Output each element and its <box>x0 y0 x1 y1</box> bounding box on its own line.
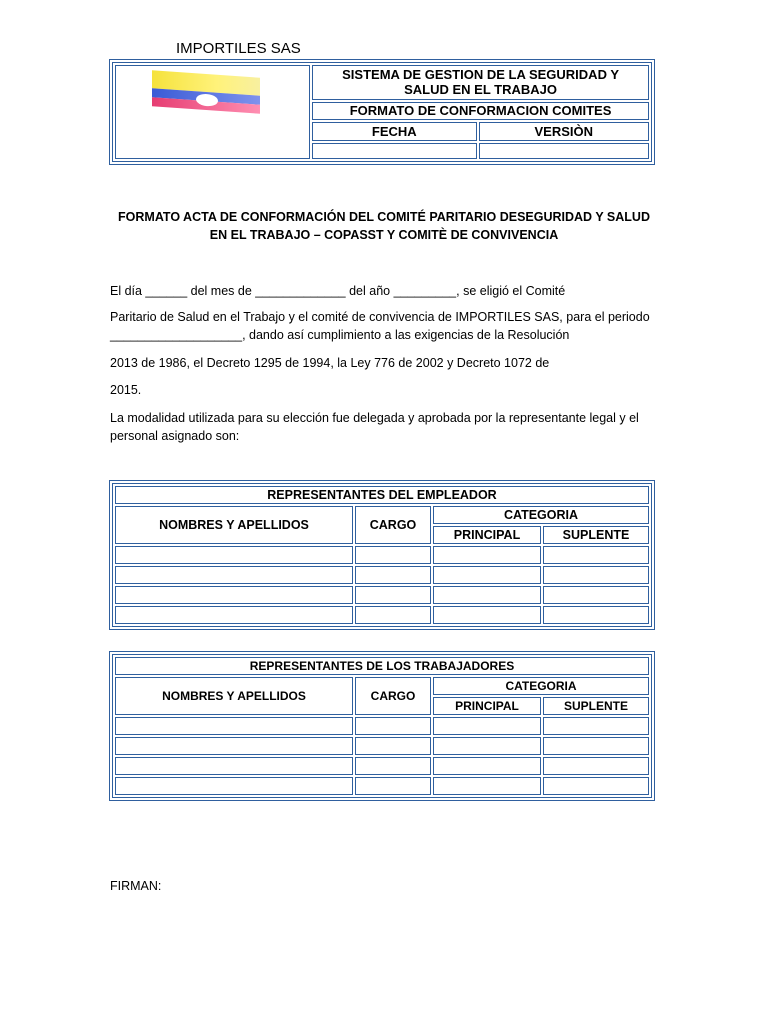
workers-col-suplente: SUPLENTE <box>543 697 649 715</box>
table-row <box>115 717 649 735</box>
company-name: IMPORTILES SAS <box>176 40 301 57</box>
workers-col-categoria: CATEGORIA <box>433 677 649 695</box>
suplente-cell[interactable] <box>543 717 649 735</box>
employer-col-suplente: SUPLENTE <box>543 526 649 544</box>
employer-col-names: NOMBRES Y APELLIDOS <box>115 506 353 544</box>
principal-cell[interactable] <box>433 606 541 624</box>
cargo-cell[interactable] <box>355 566 431 584</box>
employer-col-cargo: CARGO <box>355 506 431 544</box>
workers-col-names: NOMBRES Y APELLIDOS <box>115 677 353 715</box>
name-cell[interactable] <box>115 566 353 584</box>
table-row <box>115 566 649 584</box>
fecha-value[interactable] <box>312 143 476 159</box>
principal-cell[interactable] <box>433 546 541 564</box>
document-title: FORMATO ACTA DE CONFORMACIÓN DEL COMITÉ PARITARIO DESEGURIDAD Y SALUD EN EL TRABAJO – COPASST Y COMITÈ DE CONVIVENCIA <box>118 210 650 242</box>
workers-table-title: REPRESENTANTES DE LOS TRABAJADORES <box>115 657 649 675</box>
name-cell[interactable] <box>115 757 353 775</box>
name-cell[interactable] <box>115 586 353 604</box>
cargo-cell[interactable] <box>355 777 431 795</box>
employer-representatives-table <box>112 483 652 627</box>
employer-table-title: REPRESENTANTES DEL EMPLEADOR <box>115 486 649 504</box>
suplente-cell[interactable] <box>543 737 649 755</box>
table-row <box>115 606 649 624</box>
paragraph-year: 2015. <box>110 383 142 397</box>
paragraph-date: El día ______ del mes de _____________ del año _________, se eligió el Comité <box>110 284 566 298</box>
employer-col-principal: PRINCIPAL <box>433 526 541 544</box>
table-row <box>115 586 649 604</box>
suplente-cell[interactable] <box>543 606 649 624</box>
version-label: VERSIÒN <box>479 122 650 140</box>
cargo-cell[interactable] <box>355 757 431 775</box>
suplente-cell[interactable] <box>543 586 649 604</box>
name-cell[interactable] <box>115 546 353 564</box>
name-cell[interactable] <box>115 606 353 624</box>
fecha-label: FECHA <box>312 122 476 140</box>
version-value[interactable] <box>479 143 650 159</box>
principal-cell[interactable] <box>433 717 541 735</box>
workers-representatives-table <box>112 654 652 798</box>
format-title: FORMATO DE CONFORMACION COMITES <box>312 102 649 120</box>
header-table <box>112 62 652 162</box>
table-row <box>115 546 649 564</box>
cargo-cell[interactable] <box>355 717 431 735</box>
name-cell[interactable] <box>115 717 353 735</box>
suplente-cell[interactable] <box>543 777 649 795</box>
paragraph-decrees: 2013 de 1986, el Decreto 1295 de 1994, la Ley 776 de 2002 y Decreto 1072 de <box>110 356 550 370</box>
workers-col-principal: PRINCIPAL <box>433 697 541 715</box>
employer-col-categoria: CATEGORIA <box>433 506 649 524</box>
paragraph-committee: Paritario de Salud en el Trabajo y el comité de convivencia de IMPORTILES SAS, para el periodo ___________________, dando así cumplimiento a las exigencias de la Resolución <box>110 310 650 342</box>
principal-cell[interactable] <box>433 586 541 604</box>
flag-logo-icon <box>152 70 260 114</box>
paragraph-modality: La modalidad utilizada para su elección fue delegada y aprobada por la representante legal y el personal asignado son: <box>110 411 639 443</box>
name-cell[interactable] <box>115 777 353 795</box>
principal-cell[interactable] <box>433 777 541 795</box>
name-cell[interactable] <box>115 737 353 755</box>
table-row <box>115 737 649 755</box>
principal-cell[interactable] <box>433 566 541 584</box>
suplente-cell[interactable] <box>543 546 649 564</box>
suplente-cell[interactable] <box>543 566 649 584</box>
system-title: SISTEMA DE GESTION DE LA SEGURIDAD Y SALUD EN EL TRABAJO <box>312 65 649 100</box>
workers-col-cargo: CARGO <box>355 677 431 715</box>
principal-cell[interactable] <box>433 737 541 755</box>
logo <box>115 65 310 159</box>
cargo-cell[interactable] <box>355 586 431 604</box>
table-row <box>115 757 649 775</box>
firman-label: FIRMAN: <box>110 879 162 893</box>
principal-cell[interactable] <box>433 757 541 775</box>
cargo-cell[interactable] <box>355 546 431 564</box>
cargo-cell[interactable] <box>355 737 431 755</box>
suplente-cell[interactable] <box>543 757 649 775</box>
cargo-cell[interactable] <box>355 606 431 624</box>
table-row <box>115 777 649 795</box>
